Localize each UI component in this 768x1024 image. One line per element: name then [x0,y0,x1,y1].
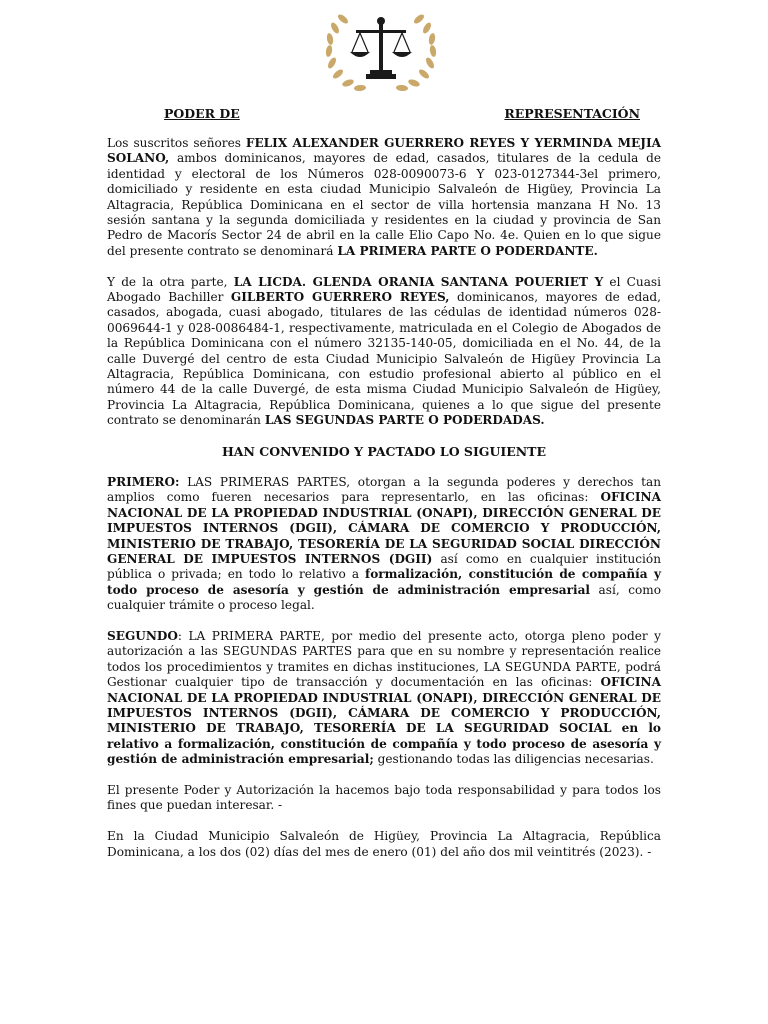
document-body [107,136,661,875]
paragraph-parties-first: Los suscritos señores FELIX ALEXANDER GUERRERO REYES Y YERMINDA MEJIA SOLANO, ambos dominicanos, mayores de edad, casados, titulares de la cedula de identidad y electoral de los Números 028-0090073-6 Y 023-0127344-3el primero, domiciliado y residente en esta ciudad Municipio Salvaleón de Higüey, Provincia La Altagracia, República Dominicana en el sector de villa hortensia manzana H No. 13 sesión santana y la segunda domiciliada y residentes en la ciudad y provincia de San Pedro de Macorís Sector 24 de abril en la calle Elio Capo No. 4e. Quien en lo que sigue del presente contrato se denominará LA PRIMERA PARTE O PODERDANTE. [107,136,661,258]
paragraph-parties-second: Y de la otra parte, LA LICDA. GLENDA ORANIA SANTANA POUERIET Y el Cuasi Abogado Bachiller GILBERTO GUERRERO REYES, dominicanos, mayores de edad, casados, abogada, cuasi abogado, titulares de las cédulas de identidad números 028-0069644-1 y 028-0086484-1, respectivamente, matriculada en el Colegio de Abogados de la República Dominicana con el número 32135-140-05, domiciliada en el No. 44, de la calle Duvergé del centro de esta Ciudad Municipio Salvaleón de Higüey Provincia La Altagracia, República Dominicana, con estudio profesional abierto al público en el número 44 de la calle Duvergé, de esta misma Ciudad Municipio Salvaleón de Higüey, Provincia La Altagracia, República Dominicana, quienes a lo que sigue del presente contrato se denominarán LAS SEGUNDAS PARTE O PODERDADAS. [107,274,662,428]
title-right: REPRESENTACIÓN [504,106,640,121]
section-heading: HAN CONVENIDO Y PACTADO LO SIGUIENTE [221,444,547,460]
title-left: PODER DE [164,106,240,121]
paragraph-segundo: SEGUNDO: LA PRIMERA PARTE, por medio del presente acto, otorga pleno poder y autorización a las SEGUNDAS PARTES para que en su nombre y representación realice todos los procedimientos y tramites en dichas instituciones, LA SEGUNDA PARTE, podrá Gestionar cualquier tipo de transacción y documentación en las oficinas: OFICINA NACIONAL DE LA PROPIEDAD INDUSTRIAL (ONAPI), DIRECCIÓN GENERAL DE IMPUESTOS INTERNOS (DGII), CÁMARA DE COMERCIO Y PRODUCCIÓN, MINISTERIO DE TRABAJO, TESORERÍA DE LA SEGURIDAD SOCIAL en lo relativo a formalización, constitución de compañía y todo proceso de asesoría y gestión de administración empresarial; gestionando todas las diligencias necesarias. [107,628,661,767]
paragraph-responsabilidad: El presente Poder y Autorización la hacemos bajo toda responsabilidad y para todos los fines que puedan interesar. - [107,782,661,813]
scales-of-justice-laurel-emblem-icon [318,8,444,94]
paragraph-primero: PRIMERO: LAS PRIMERAS PARTES, otorgan a la segunda poderes y derechos tan amplios como fueren necesarios para representarlo, en las oficinas: OFICINA NACIONAL DE LA PROPIEDAD INDUSTRIAL (ONAPI), DIRECCIÓN GENERAL DE IMPUESTOS INTERNOS (DGII), CÁMARA DE COMERCIO Y PRODUCCIÓN, MINISTERIO DE TRABAJO, TESORERÍA DE LA SEGURIDAD SOCIAL DIRECCIÓN GENERAL DE IMPUESTOS INTERNOS (DGII) así como en cualquier institución pública o privada; en todo lo relativo a formalización, constitución de compañía y todo proceso de asesoría y gestión de administración empresarial así, como cualquier trámite o proceso legal. [107,474,661,613]
paragraph-fecha: En la Ciudad Municipio Salvaleón de Higüey, Provincia La Altagracia, República Dominicana, a los dos (02) días del mes de enero (01) del año dos mil veintitrés (2023). - [107,829,661,859]
document-title [164,106,640,121]
